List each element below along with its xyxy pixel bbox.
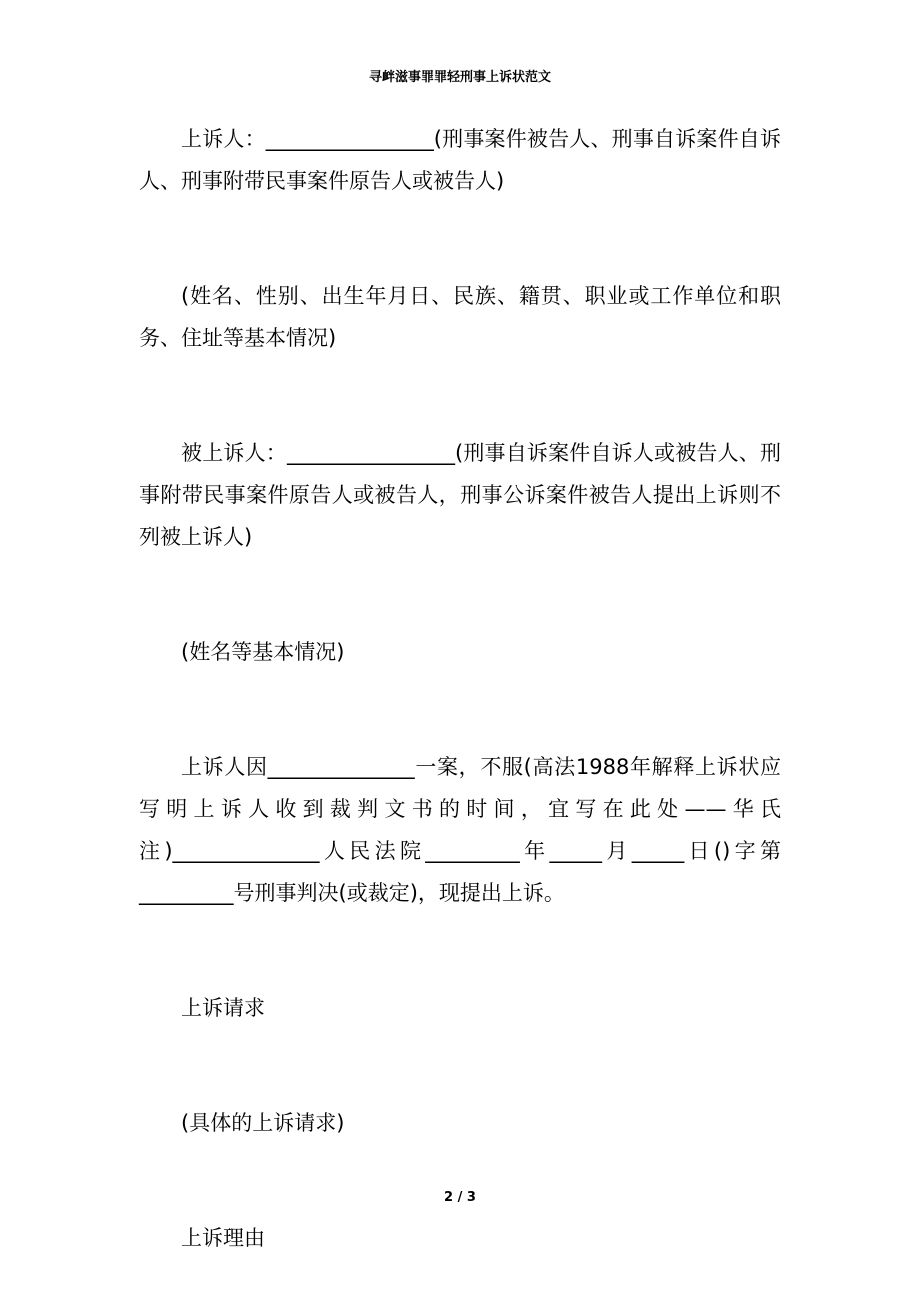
paragraph-spacer xyxy=(139,558,781,631)
appellant-details-note: (姓名、性别、出生年月日、民族、籍贯、职业或工作单位和职务、住址等基本情况) xyxy=(139,284,781,350)
document-body xyxy=(139,118,781,1259)
appeal-request-note: (具体的上诉请求) xyxy=(181,1111,345,1135)
paragraph-spacer xyxy=(139,1029,781,1102)
appellee-details-note: (姓名等基本情况) xyxy=(181,640,345,664)
document-header-title: 寻衅滋事罪罪轻刑事上诉状范文 xyxy=(368,70,551,85)
paragraph-spacer xyxy=(139,202,781,275)
paragraph-spacer xyxy=(139,914,781,987)
appellant-paragraph: 上诉人：________________(刑事案件被告人、刑事自诉案件自诉人、刑事附带民事案件原告人或被告人) xyxy=(139,127,781,193)
appellee-paragraph: 被上诉人：________________(刑事自诉案件自诉人或被告人、刑事附带民事案件原告人或被告人，刑事公诉案件被告人提出上诉则不列被上诉人) xyxy=(139,441,781,549)
page-number: 2 / 3 xyxy=(444,1190,476,1205)
appeal-statement-paragraph: 上诉人因______________一案，不服(高法1988年解释上诉状应写明上诉人收到裁判文书的时间，宜写在此处——华氏注)______________人民法院_________年_____月_____日()字第_________号刑事判决(或裁定)，现提出上诉。 xyxy=(139,755,781,905)
appeal-reason-heading: 上诉理由 xyxy=(181,1226,265,1250)
paragraph-spacer xyxy=(139,673,781,746)
appeal-request-heading: 上诉请求 xyxy=(181,996,265,1020)
paragraph-spacer xyxy=(139,359,781,432)
